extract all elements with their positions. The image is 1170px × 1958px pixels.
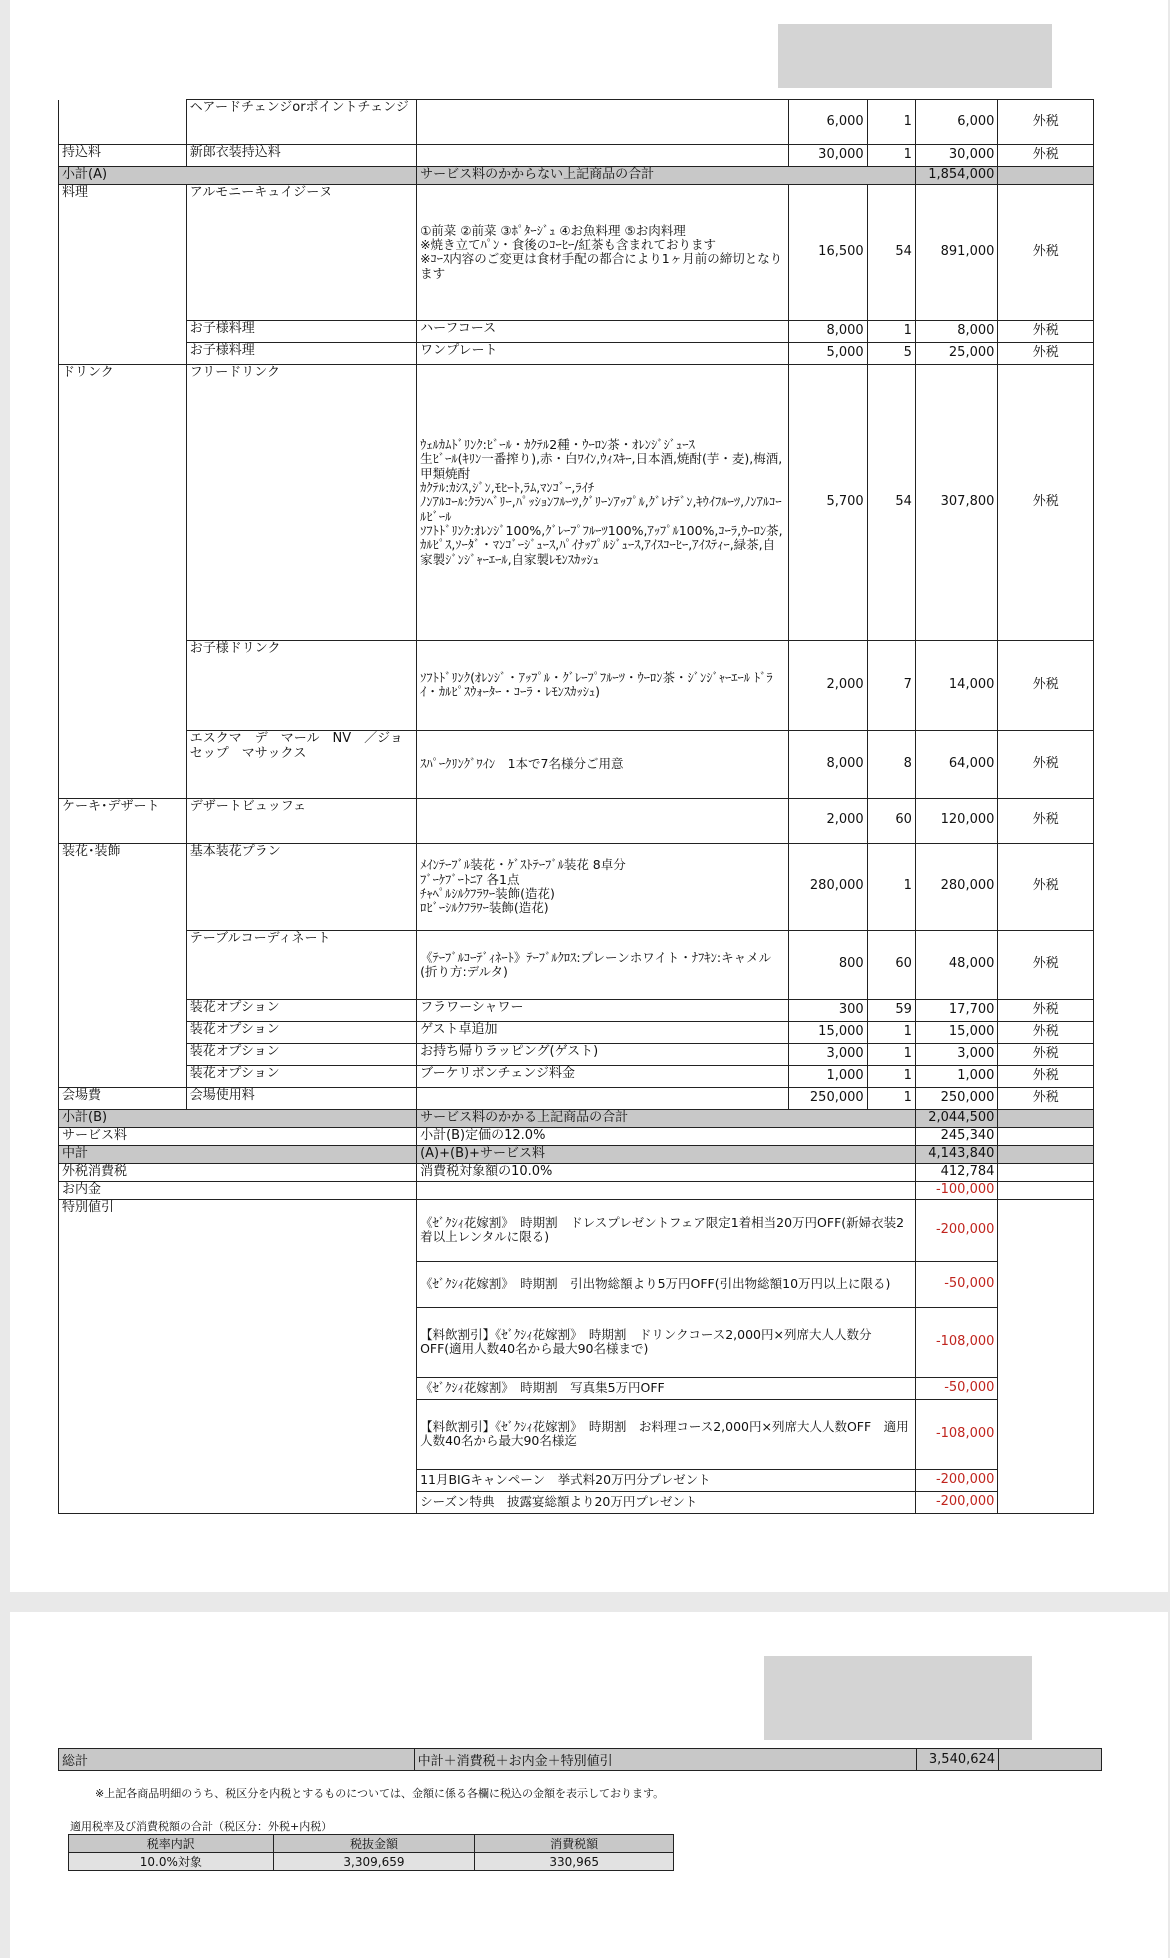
grand-total-row: 総計 中計＋消費税＋お内金＋特別値引 3,540,624 [59,1749,1102,1771]
table-row: 持込料 新郎衣装持込料 30,000 1 30,000 外税 [59,145,1094,167]
table-row: お子様料理 ハーフコース 8,000 1 8,000 外税 [59,320,1094,342]
discount-row: 11月BIGキャンペーン 挙式料20万円分プレゼント -200,000 [59,1469,1094,1491]
discount-row: シーズン特典 披露宴総額より20万円プレゼント -200,000 [59,1491,1094,1513]
discount-row: 【料飲割引】《ｾﾞｸｼｨ花嫁割》 時期割 お料理コース2,000円×列席大人人数OFF 適用人数40名から最大90名様迄 -108,000 [59,1399,1094,1469]
redacted-block [778,24,1052,88]
table-row: 装花オプション お持ち帰りラッピング(ゲスト) 3,000 1 3,000 外税 [59,1043,1094,1065]
subtotal-a-row: 小計(A) サービス料のかからない上記商品の合計 1,854,000 [59,167,1094,185]
table-row: ケーキ･デザート デザートビュッフェ 2,000 60 120,000 外税 [59,798,1094,843]
table-row: お子様ドリンク ｿﾌﾄﾄﾞﾘﾝｸ(ｵﾚﾝｼﾞ・ｱｯﾌﾟﾙ・ｸﾞﾚｰﾌﾟﾌﾙｰﾂ・ｳｰﾛﾝ茶・ｼﾞﾝｼﾞｬｰｴｰﾙ ﾄﾞﾗｲ・ｶﾙﾋﾟｽｳｫｰﾀｰ・ｺｰﾗ・ﾚﾓﾝｽｶｯｼｭ) 2,000 7 14,000 外税 [59,640,1094,730]
redacted-block [764,1656,1032,1740]
table-row: 会場費 会場使用料 250,000 1 250,000 外税 [59,1087,1094,1109]
tax-summary-title: 適用税率及び消費税額の合計（税区分：外税+内税） [70,1820,333,1833]
grand-total-table [58,1748,1102,1771]
table-row: ヘアードチェンジorポイントチェンジ 6,000 1 6,000 外税 [59,100,1094,145]
table-row: 料理 アルモニーキュイジーヌ ①前菜 ②前菜 ③ﾎﾟﾀｰｼﾞｭ ④お魚料理 ⑤お肉料理 ※焼き立てﾊﾟﾝ・食後のｺｰﾋｰ/紅茶も含まれております ※ｺｰｽ内容のご変更は食材手配の都合により1ヶ月前の締切となります 16,500 54 891,000 外税 [59,184,1094,320]
tax-summary-row: 10.0%対象 3,309,659 330,965 [69,1853,674,1871]
discount-row: 【料飲割引】《ｾﾞｸｼｨ花嫁割》 時期割 ドリンクコース2,000円×列席大人人数分OFF(適用人数40名から最大90名様まで) -108,000 [59,1307,1094,1377]
deposit-row: お内金 -100,000 [59,1181,1094,1199]
table-row: テーブルコーディネート 《ﾃｰﾌﾞﾙｺｰﾃﾞｨﾈｰﾄ》ﾃｰﾌﾞﾙｸﾛｽ:プレーンホワイト・ﾅﾌｷﾝ:キャメル(折り方:デルタ) 800 60 48,000 外税 [59,930,1094,999]
discount-row: 《ｾﾞｸｼｨ花嫁割》 時期割 引出物総額より5万円OFF(引出物総額10万円以上に限る) -50,000 [59,1261,1094,1307]
tax-summary-header: 税率内訳 税抜金額 消費税額 [69,1835,674,1853]
estimate-table [58,99,1094,1514]
consumption-tax-row: 外税消費税 消費税対象額の10.0% 412,784 [59,1163,1094,1181]
table-row: 装花･装飾 基本装花プラン ﾒｲﾝﾃｰﾌﾞﾙ装花・ｹﾞｽﾄﾃｰﾌﾞﾙ装花 8卓分 ﾌﾞｰｹﾌﾞｰﾄﾆｱ 各1点 ﾁｬﾍﾟﾙｼﾙｸﾌﾗﾜｰ装飾(造花) ﾛﾋﾞｰｼﾙｸﾌﾗﾜｰ装飾(造花) 280,000 1 280,000 外税 [59,843,1094,930]
table-row: エスクマ デ マール NV ／ジョセップ マサックス ｽﾊﾟｰｸﾘﾝｸﾞﾜｲﾝ 1本で7名様分ご用意 8,000 8 64,000 外税 [59,730,1094,798]
chukei-row: 中計 (A)+(B)+サービス料 4,143,840 [59,1145,1094,1163]
table-row: 装花オプション ブーケリボンチェンジ料金 1,000 1 1,000 外税 [59,1065,1094,1087]
tax-summary-table [68,1834,674,1871]
table-row: お子様料理 ワンプレート 5,000 5 25,000 外税 [59,342,1094,364]
table-row: 装花オプション フラワーシャワー 300 59 17,700 外税 [59,999,1094,1021]
discount-row: 特別値引 《ｾﾞｸｼｨ花嫁割》 時期割 ドレスプレゼントフェア限定1着相当20万円OFF(新婦衣装2着以上レンタルに限る) -200,000 [59,1199,1094,1261]
discount-row: 《ｾﾞｸｼｨ花嫁割》 時期割 写真集5万円OFF -50,000 [59,1377,1094,1399]
tax-note: ※上記各商品明細のうち、税区分を内税とするものについては、金額に係る各欄に税込の金額を表示しております。 [95,1787,665,1800]
table-row: ドリンク フリードリンク ｳｪﾙｶﾑﾄﾞﾘﾝｸ:ﾋﾞｰﾙ・ｶｸﾃﾙ2種・ｳｰﾛﾝ茶・ｵﾚﾝｼﾞｼﾞｭｰｽ 生ﾋﾞｰﾙ(ｷﾘﾝ一番搾り),赤・白ﾜｲﾝ,ｳｨｽｷｰ,日本酒,焼酎(芋・麦),梅酒,甲類焼酎 ｶｸﾃﾙ:ｶｼｽ,ｼﾞﾝ,ﾓﾋｰﾄ,ﾗﾑ,ﾏﾝｺﾞｰ,ﾗｲﾁ ﾉﾝｱﾙｺｰﾙ:ｸﾗﾝﾍﾞﾘｰ,ﾊﾟｯｼｮﾝﾌﾙｰﾂ,ｸﾞﾘｰﾝｱｯﾌﾟﾙ,ｸﾞﾚﾅﾃﾞﾝ,ｷｳｲﾌﾙｰﾂ,ﾉﾝｱﾙｺｰﾙﾋﾞｰﾙ ｿﾌﾄﾄﾞﾘﾝｸ:ｵﾚﾝｼﾞ100%,ｸﾞﾚｰﾌﾟﾌﾙｰﾂ100%,ｱｯﾌﾟﾙ100%,ｺｰﾗ,ｳｰﾛﾝ茶,ｶﾙﾋﾟｽ,ｿｰﾀﾞ・ﾏﾝｺﾞｰｼﾞｭｰｽ,ﾊﾟｲﾅｯﾌﾟﾙｼﾞｭｰｽ,ｱｲｽｺｰﾋｰ,ｱｲｽﾃｨｰ,緑茶,自家製ｼﾞﾝｼﾞｬｰｴｰﾙ,自家製ﾚﾓﾝｽｶｯｼｭ 5,700 54 307,800 外税 [59,364,1094,640]
subtotal-b-row: 小計(B) サービス料のかかる上記商品の合計 2,044,500 [59,1109,1094,1127]
table-row: 装花オプション ゲスト卓追加 15,000 1 15,000 外税 [59,1021,1094,1043]
service-charge-row: サービス料 小計(B)定価の12.0% 245,340 [59,1127,1094,1145]
